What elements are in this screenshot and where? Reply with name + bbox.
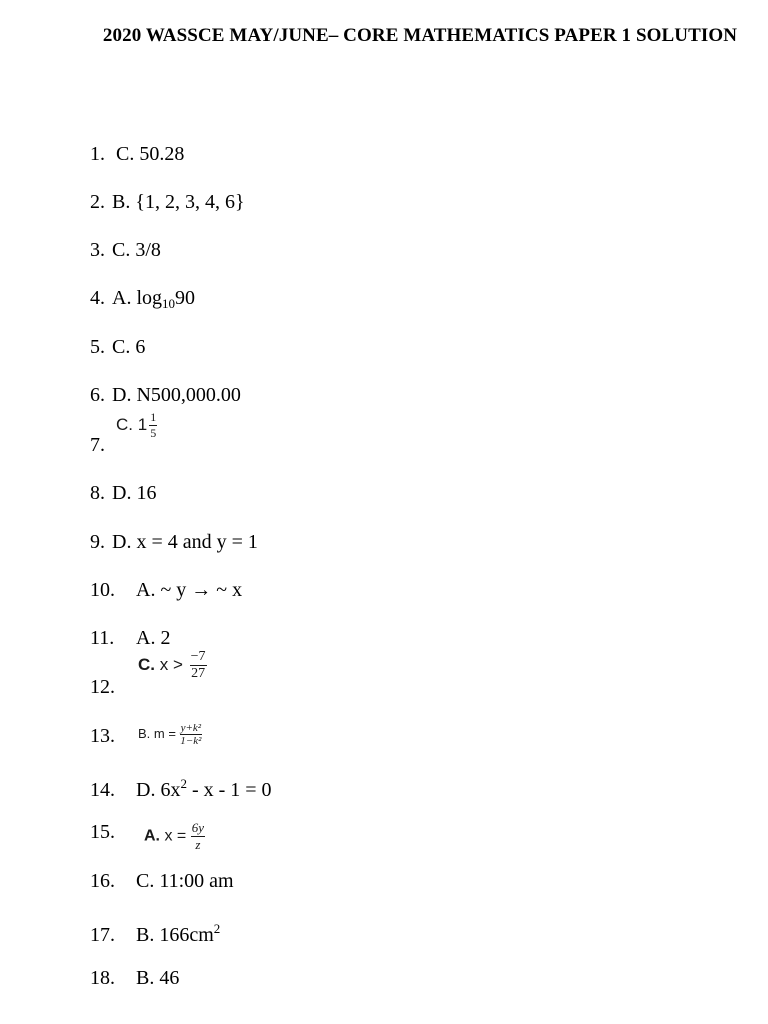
answer-13-math	[138, 722, 202, 747]
answer-text: A. ~ y → ~ x	[136, 579, 243, 601]
numerator: 6y	[191, 820, 204, 835]
answer-3	[90, 238, 161, 262]
fraction	[180, 722, 203, 747]
question-number: 11.	[90, 627, 115, 649]
question-number: 3.	[90, 239, 105, 261]
answer-text-suffix: - x - 1 = 0	[186, 779, 272, 801]
answer-7-math	[116, 410, 157, 441]
answer-12	[90, 675, 136, 699]
answer-4	[90, 286, 195, 316]
answer-15-math	[144, 820, 205, 853]
answer-15	[90, 820, 136, 844]
option-label: A.	[144, 827, 160, 845]
question-number: 12.	[90, 676, 115, 698]
answer-text: D. 16	[112, 482, 157, 504]
question-number: 16.	[90, 870, 115, 892]
page-title: 2020 WASSCE MAY/JUNE– CORE MATHEMATICS PAPER 1 SOLUTION	[102, 25, 738, 46]
answer-text-suffix: 90	[175, 287, 195, 309]
answer-9	[90, 530, 258, 554]
inequality-lhs: x >	[159, 654, 183, 674]
question-number: 10.	[90, 579, 115, 601]
answer-text: C. 6	[112, 336, 146, 358]
answer-text: C. 50.28	[116, 143, 185, 165]
denominator: 5	[150, 426, 157, 440]
option-label: B.	[138, 725, 151, 741]
question-number: 5.	[90, 336, 105, 358]
equation-lhs: x =	[164, 827, 187, 845]
answer-text: B. 166cm	[136, 924, 214, 946]
answer-8	[90, 481, 156, 505]
question-number: 15.	[90, 821, 115, 843]
numerator: −7	[190, 649, 206, 664]
question-number: 18.	[90, 967, 115, 989]
answer-18	[90, 966, 179, 990]
answer-text: D. x = 4 and y = 1	[112, 531, 258, 553]
denominator: 1−k²	[180, 735, 202, 747]
option-label: C.	[116, 414, 133, 434]
answer-text: C. 11:00 am	[136, 870, 234, 892]
fraction	[149, 410, 157, 441]
answer-7	[90, 433, 112, 457]
answer-text: A. 2	[136, 627, 171, 649]
question-number: 1.	[90, 143, 105, 165]
answer-12-math	[138, 649, 207, 682]
question-number: 13.	[90, 725, 115, 747]
answer-1	[90, 142, 184, 166]
exponent: 2	[213, 921, 221, 936]
answer-17	[90, 917, 220, 947]
answer-10	[90, 578, 242, 602]
numerator: 1	[150, 410, 157, 424]
log-base: 10	[162, 296, 175, 311]
answer-text: D. 6x	[136, 779, 181, 801]
answer-text: A. log	[112, 287, 162, 309]
answer-5	[90, 335, 145, 359]
answer-text: B. 46	[136, 967, 180, 989]
answer-14	[90, 772, 272, 802]
question-number: 14.	[90, 779, 115, 801]
equation-lhs: m =	[153, 725, 176, 741]
question-number: 7.	[90, 434, 105, 456]
whole-part: 1	[137, 414, 148, 434]
question-number: 4.	[90, 287, 105, 309]
answer-11	[90, 626, 170, 650]
denominator: 27	[191, 666, 206, 681]
question-number: 2.	[90, 191, 105, 213]
answer-13	[90, 724, 136, 748]
numerator: y+k²	[180, 722, 202, 734]
answer-text: C. 3/8	[112, 239, 161, 261]
question-number: 6.	[90, 384, 105, 406]
fraction	[190, 649, 207, 682]
answer-text: B. {1, 2, 3, 4, 6}	[112, 191, 245, 213]
answer-text: D. N500,000.00	[112, 384, 241, 406]
fraction	[191, 820, 205, 853]
question-number: 17.	[90, 924, 115, 946]
option-label: C.	[138, 654, 155, 674]
question-number: 8.	[90, 482, 105, 504]
answer-16	[90, 869, 234, 893]
answer-6	[90, 383, 241, 407]
question-number: 9.	[90, 531, 105, 553]
denominator: z	[195, 837, 201, 852]
answer-2	[90, 190, 245, 214]
exponent: 2	[180, 776, 187, 791]
